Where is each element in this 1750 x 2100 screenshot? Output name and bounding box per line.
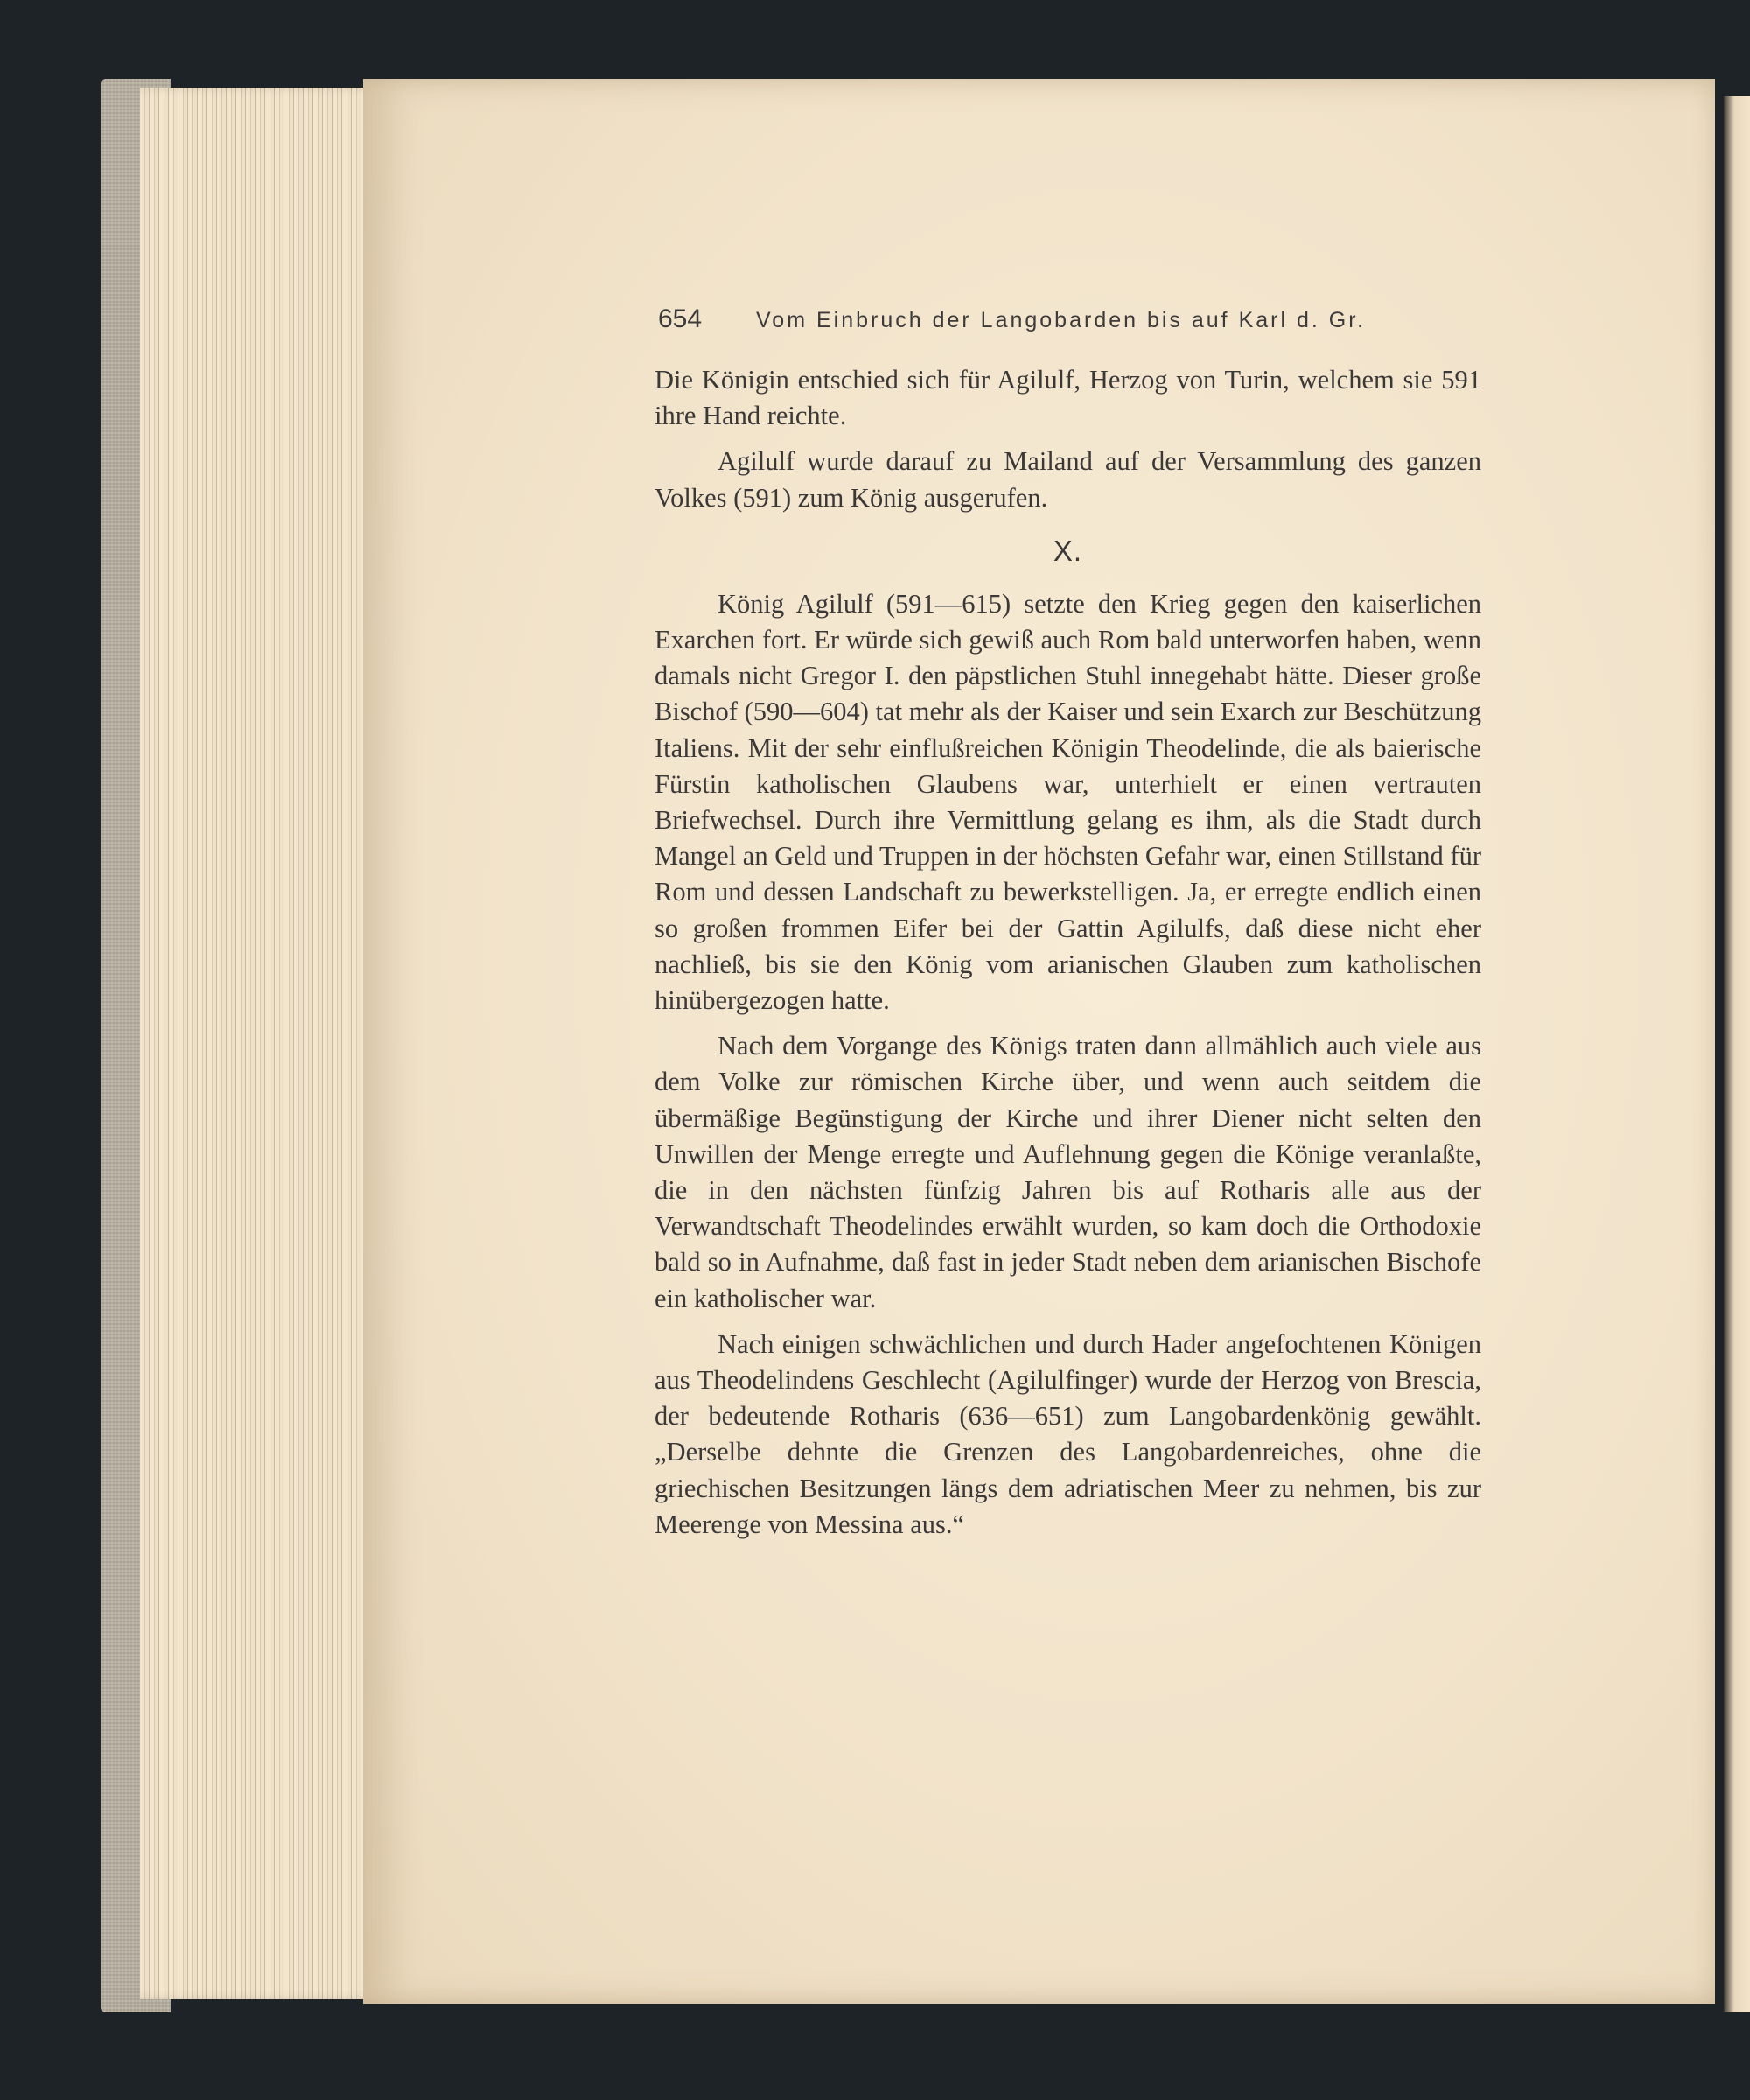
facing-page-edge: [1724, 96, 1750, 2012]
section-heading: X.: [1053, 534, 1083, 567]
paragraph-1: Die Königin entschied sich für Agilulf, Herzog von Turin, welchem sie 591 ihre Hand reichte.: [654, 365, 1481, 431]
body-text: [654, 362, 1481, 1543]
paragraph-4: Nach dem Vorgange des Königs traten dann allmählich auch viele aus dem Volke zur römischen Kirche über, und wenn auch seitdem die übermäßige Begünstigung der Kirche und ihrer Diener nicht selten den Unwillen der Menge erregte und Auflehnung gegen die Könige veranlaßte, die in den nächsten fünfzig Jahren bis auf Rotharis alle aus der Verwandtschaft Theodelindes erwählt wurden, so kam doch die Orthodoxie bald so in Aufnahme, daß fast in jeder Stadt neben dem arianischen Bischofe ein katholischer war.: [654, 1031, 1481, 1313]
page-number: 654: [658, 304, 703, 333]
running-title: Vom Einbruch der Langobarden bis auf Karl d. Gr.: [756, 308, 1367, 332]
paragraph-3: König Agilulf (591—615) setzte den Krieg gegen den kaiserlichen Exarchen fort. Er würde sich gewiß auch Rom bald unterworfen haben, wenn damals nicht Gregor I. den päpstlichen Stuhl innegehabt hätte. Dieser große Bischof (590—604) tat mehr als der Kaiser und sein Exarch zur Beschützung Italiens. Mit der sehr einflußreichen Königin Theodelinde, die als baierische Fürstin katholischen Glaubens war, unterhielt er einen vertrauten Briefwechsel. Durch ihre Vermittlung gelang es ihm, als die Stadt durch Mangel an Geld und Truppen in der höchsten Gefahr war, einen Stillstand für Rom und dessen Landschaft zu bewerkstelligen. Ja, er erregte endlich einen so großen frommen Eifer bei der Gattin Agilulfs, daß diese nicht eher nachließ, bis sie den König vom arianischen Glauben zum katholischen hinübergezogen hatte.: [654, 588, 1481, 1016]
page-edge-stack: [140, 88, 385, 1999]
page-header: [658, 304, 1410, 340]
paragraph-5: Nach einigen schwächlichen und durch Hader angefochtenen Königen aus Theodelindens Geschlecht (Agilulfinger) wurde der Herzog von Brescia, der bedeutende Rotharis (636—651) zum Langobardenkönig gewählt. „Derselbe dehnte die Grenzen des Langobardenreiches, ohne die griechischen Besitzungen längs dem adriatischen Meer zu nehmen, bis zur Meerenge von Messina aus.“: [654, 1328, 1481, 1539]
paragraph-2: Agilulf wurde darauf zu Mailand auf der Versammlung des ganzen Volkes (591) zum König ausgerufen.: [654, 446, 1481, 513]
